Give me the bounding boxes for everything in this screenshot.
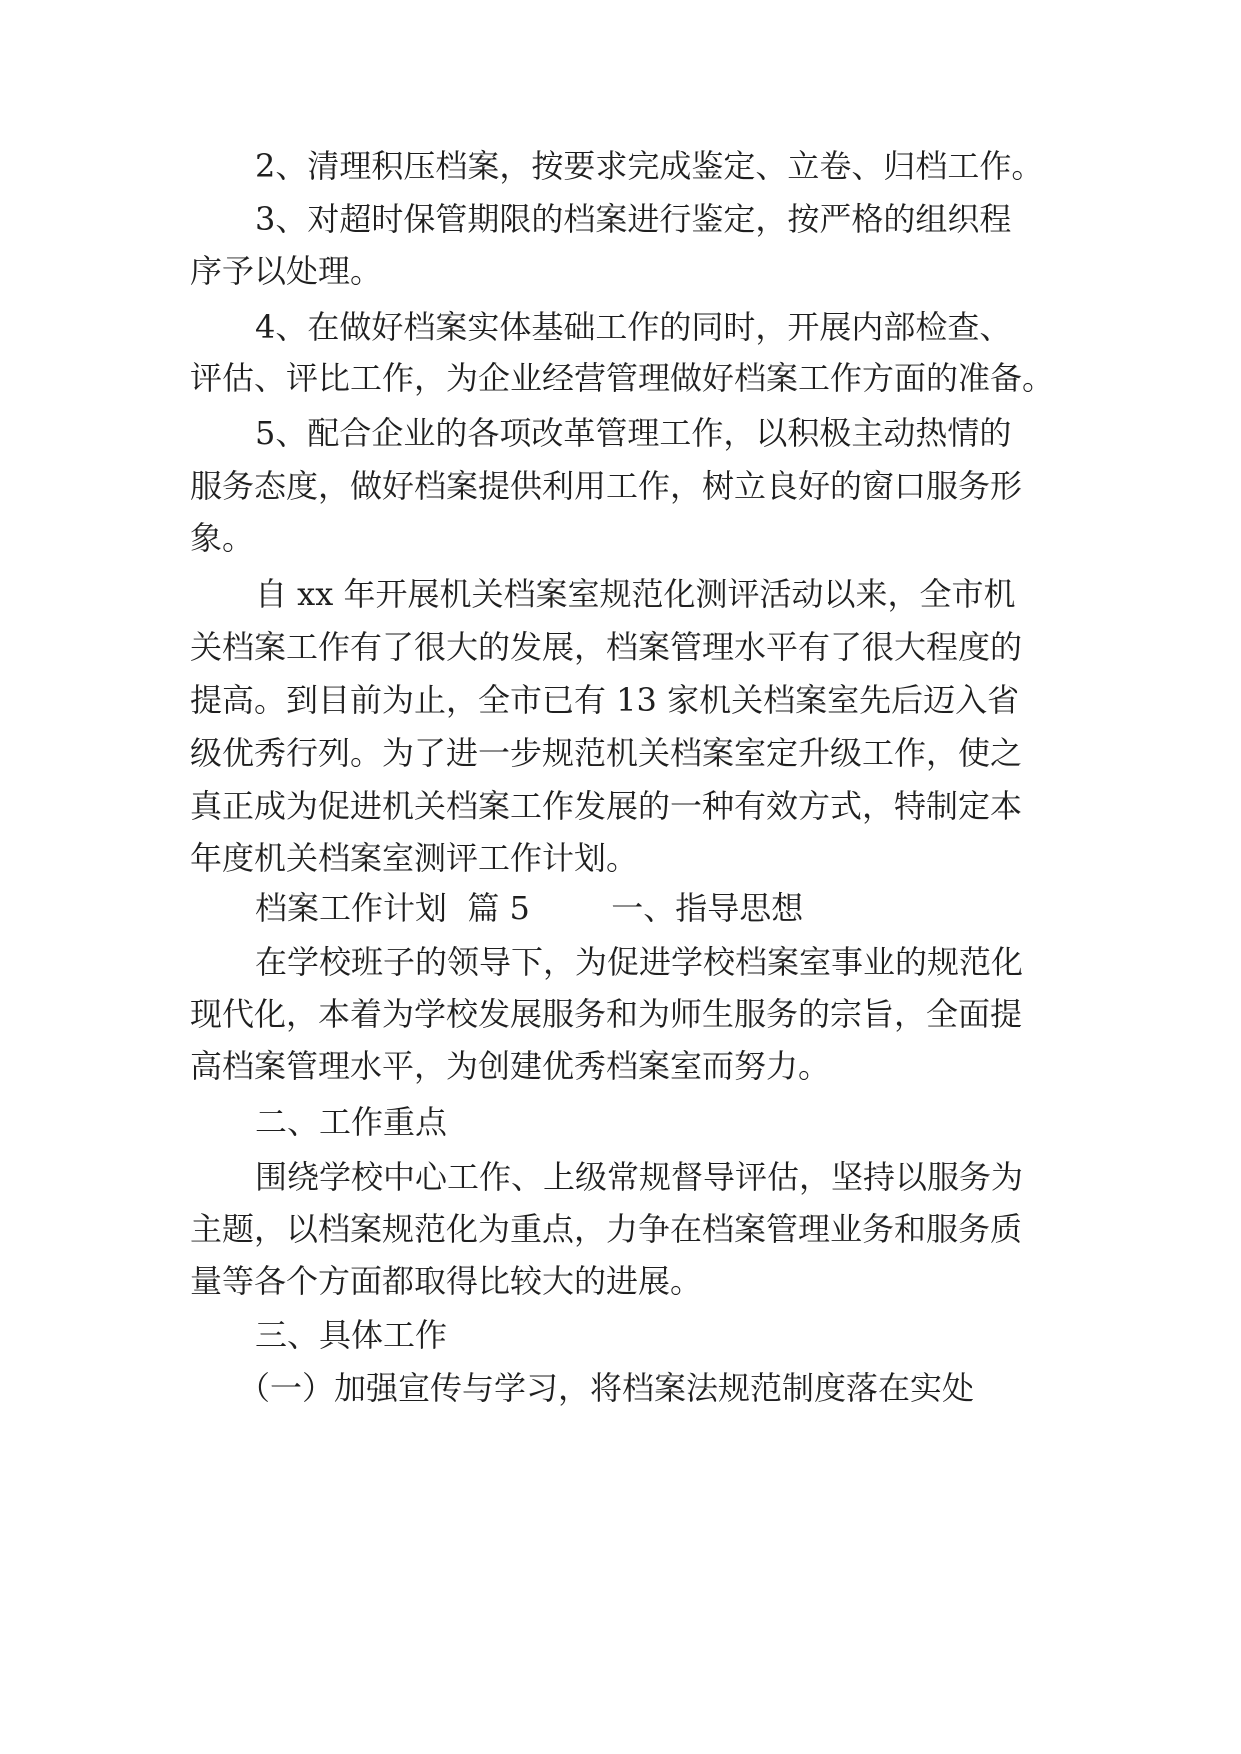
text-line: 量等各个方面都取得比较大的进展。 (190, 1262, 703, 1300)
text-line: 提高。到目前为止，全市已有 13 家机关档案室先后迈入省 (190, 681, 1020, 719)
text-line: 5、配合企业的各项改革管理工作，以积极主动热情的 (255, 414, 1012, 452)
text-line: 关档案工作有了很大的发展，档案管理水平有了很大程度的 (190, 628, 1023, 666)
text-line: 4、在做好档案实体基础工作的同时，开展内部检查、 (255, 308, 1012, 346)
text-line: 自 xx 年开展机关档案室规范化测评活动以来，全市机 (255, 575, 1016, 613)
text-line: 序予以处理。 (190, 252, 383, 290)
section-heading: 档案工作计划 篇 5 一、指导思想 (255, 889, 804, 927)
text-line: 年度机关档案室测评工作计划。 (190, 839, 639, 877)
text-line: 2、清理积压档案，按要求完成鉴定、立卷、归档工作。 (255, 147, 1044, 185)
text-line: 评估、评比工作，为企业经营管理做好档案工作方面的准备。 (190, 359, 1055, 397)
section-heading: 三、具体工作 (255, 1316, 448, 1354)
text-line: 3、对超时保管期限的档案进行鉴定，按严格的组织程 (255, 200, 1012, 238)
text-line: 真正成为促进机关档案工作发展的一种有效方式，特制定本 (190, 787, 1023, 825)
text-line: 服务态度，做好档案提供利用工作，树立良好的窗口服务形 (190, 467, 1023, 505)
text-line: 在学校班子的领导下，为促进学校档案室事业的规范化 (255, 943, 1024, 981)
text-line: 现代化，本着为学校发展服务和为师生服务的宗旨，全面提 (190, 995, 1023, 1033)
text-line: 象。 (190, 519, 255, 557)
text-line: （一）加强宣传与学习，将档案法规范制度落在实处 (238, 1369, 975, 1407)
text-line: 围绕学校中心工作、上级常规督导评估，坚持以服务为 (255, 1158, 1024, 1196)
text-line: 级优秀行列。为了进一步规范机关档案室定升级工作，使之 (190, 734, 1023, 772)
text-line: 高档案管理水平，为创建优秀档案室而努力。 (190, 1047, 831, 1085)
text-line: 主题，以档案规范化为重点，力争在档案管理业务和服务质 (190, 1210, 1023, 1248)
section-heading: 二、工作重点 (255, 1103, 448, 1141)
